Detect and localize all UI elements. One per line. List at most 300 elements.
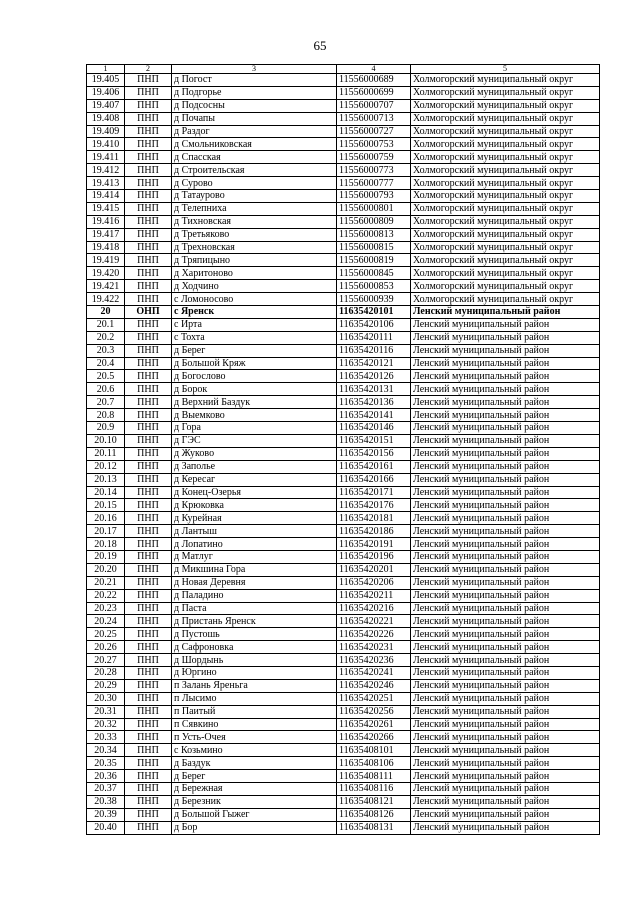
row-name-cell: д Харитоново bbox=[172, 267, 337, 280]
row-type-cell: ПНП bbox=[125, 396, 172, 409]
row-name-cell: д Гора bbox=[172, 422, 337, 435]
row-type-cell: ПНП bbox=[125, 318, 172, 331]
row-name-cell: д Строительская bbox=[172, 164, 337, 177]
row-code-cell: 11635420101 bbox=[337, 306, 411, 319]
row-number-cell: 20 bbox=[87, 306, 125, 319]
row-district-cell: Холмогорский муниципальный округ bbox=[411, 267, 600, 280]
row-code-cell: 11635420191 bbox=[337, 538, 411, 551]
table-row bbox=[87, 151, 600, 164]
table-row bbox=[87, 86, 600, 99]
row-number-cell: 20.2 bbox=[87, 331, 125, 344]
row-district-cell: Холмогорский муниципальный округ bbox=[411, 138, 600, 151]
table-row bbox=[87, 795, 600, 808]
row-name-cell: д Подсосны bbox=[172, 99, 337, 112]
row-name-cell: с Тохта bbox=[172, 331, 337, 344]
row-name-cell: п Паитый bbox=[172, 705, 337, 718]
row-code-cell: 11635408116 bbox=[337, 782, 411, 795]
row-name-cell: д Лантыш bbox=[172, 525, 337, 538]
row-code-cell: 11635408131 bbox=[337, 821, 411, 834]
row-code-cell: 11635420131 bbox=[337, 383, 411, 396]
row-number-cell: 19.415 bbox=[87, 202, 125, 215]
row-district-cell: Ленский муниципальный район bbox=[411, 383, 600, 396]
row-code-cell: 11635420256 bbox=[337, 705, 411, 718]
row-type-cell: ПНП bbox=[125, 112, 172, 125]
row-district-cell: Холмогорский муниципальный округ bbox=[411, 112, 600, 125]
row-district-cell: Ленский муниципальный район bbox=[411, 563, 600, 576]
row-type-cell: ПНП bbox=[125, 241, 172, 254]
row-type-cell: ПНП bbox=[125, 460, 172, 473]
row-type-cell: ПНП bbox=[125, 267, 172, 280]
row-name-cell: д Тихновская bbox=[172, 215, 337, 228]
row-name-cell: д Юргино bbox=[172, 666, 337, 679]
row-number-cell: 20.18 bbox=[87, 538, 125, 551]
row-type-cell: ПНП bbox=[125, 666, 172, 679]
row-name-cell: п Усть-Очея bbox=[172, 731, 337, 744]
row-number-cell: 19.421 bbox=[87, 280, 125, 293]
row-name-cell: д Конец-Озерья bbox=[172, 486, 337, 499]
row-code-cell: 11635420266 bbox=[337, 731, 411, 744]
row-name-cell: д Сурово bbox=[172, 177, 337, 190]
row-code-cell: 11635420166 bbox=[337, 473, 411, 486]
table-row bbox=[87, 473, 600, 486]
row-number-cell: 19.414 bbox=[87, 190, 125, 203]
table-row bbox=[87, 679, 600, 692]
table-row bbox=[87, 666, 600, 679]
row-code-cell: 11635408106 bbox=[337, 757, 411, 770]
table-row bbox=[87, 293, 600, 306]
row-number-cell: 20.7 bbox=[87, 396, 125, 409]
row-number-cell: 19.416 bbox=[87, 215, 125, 228]
row-number-cell: 20.40 bbox=[87, 821, 125, 834]
row-code-cell: 11556000939 bbox=[337, 293, 411, 306]
table-row bbox=[87, 125, 600, 138]
table-row bbox=[87, 164, 600, 177]
row-name-cell: д Татаурово bbox=[172, 190, 337, 203]
table-row bbox=[87, 434, 600, 447]
row-name-cell: д Третьяково bbox=[172, 228, 337, 241]
row-name-cell: д Берег bbox=[172, 344, 337, 357]
row-name-cell: д Берег bbox=[172, 770, 337, 783]
row-district-cell: Ленский муниципальный район bbox=[411, 705, 600, 718]
row-name-cell: д Почапы bbox=[172, 112, 337, 125]
row-type-cell: ПНП bbox=[125, 641, 172, 654]
row-number-cell: 20.22 bbox=[87, 589, 125, 602]
row-district-cell: Холмогорский муниципальный округ bbox=[411, 86, 600, 99]
row-code-cell: 11635408126 bbox=[337, 808, 411, 821]
row-district-cell: Ленский муниципальный район bbox=[411, 512, 600, 525]
row-name-cell: д Пустошь bbox=[172, 628, 337, 641]
row-number-cell: 20.32 bbox=[87, 718, 125, 731]
table-row bbox=[87, 344, 600, 357]
table-row bbox=[87, 190, 600, 203]
row-type-cell: ПНП bbox=[125, 473, 172, 486]
table-row bbox=[87, 576, 600, 589]
row-district-cell: Ленский муниципальный район bbox=[411, 679, 600, 692]
table-row bbox=[87, 654, 600, 667]
row-code-cell: 11556000845 bbox=[337, 267, 411, 280]
row-type-cell: ПНП bbox=[125, 589, 172, 602]
table-row bbox=[87, 525, 600, 538]
table-row bbox=[87, 228, 600, 241]
row-code-cell: 11635420141 bbox=[337, 409, 411, 422]
row-name-cell: д Смольниковская bbox=[172, 138, 337, 151]
row-district-cell: Ленский муниципальный район bbox=[411, 576, 600, 589]
row-code-cell: 11556000853 bbox=[337, 280, 411, 293]
table-row bbox=[87, 615, 600, 628]
row-district-cell: Ленский муниципальный район bbox=[411, 486, 600, 499]
table-row bbox=[87, 383, 600, 396]
row-number-cell: 20.39 bbox=[87, 808, 125, 821]
table-row bbox=[87, 306, 600, 319]
row-number-cell: 20.12 bbox=[87, 460, 125, 473]
row-type-cell: ПНП bbox=[125, 576, 172, 589]
row-number-cell: 20.9 bbox=[87, 422, 125, 435]
table-row bbox=[87, 396, 600, 409]
row-type-cell: ПНП bbox=[125, 293, 172, 306]
row-code-cell: 11635420231 bbox=[337, 641, 411, 654]
row-number-cell: 19.417 bbox=[87, 228, 125, 241]
row-type-cell: ПНП bbox=[125, 202, 172, 215]
table-row bbox=[87, 241, 600, 254]
table-row bbox=[87, 331, 600, 344]
row-type-cell: ПНП bbox=[125, 190, 172, 203]
row-district-cell: Ленский муниципальный район bbox=[411, 306, 600, 319]
table-row bbox=[87, 641, 600, 654]
table-row bbox=[87, 718, 600, 731]
row-code-cell: 11635420241 bbox=[337, 666, 411, 679]
row-number-cell: 20.28 bbox=[87, 666, 125, 679]
row-code-cell: 11556000759 bbox=[337, 151, 411, 164]
row-type-cell: ПНП bbox=[125, 357, 172, 370]
column-header-number: 1 bbox=[87, 65, 125, 74]
row-district-cell: Ленский муниципальный район bbox=[411, 731, 600, 744]
table-row bbox=[87, 550, 600, 563]
row-type-cell: ПНП bbox=[125, 86, 172, 99]
table-row bbox=[87, 692, 600, 705]
row-code-cell: 11556000815 bbox=[337, 241, 411, 254]
row-type-cell: ПНП bbox=[125, 228, 172, 241]
row-code-cell: 11556000699 bbox=[337, 86, 411, 99]
row-type-cell: ПНП bbox=[125, 512, 172, 525]
row-code-cell: 11556000777 bbox=[337, 177, 411, 190]
row-number-cell: 20.8 bbox=[87, 409, 125, 422]
row-type-cell: ПНП bbox=[125, 615, 172, 628]
row-type-cell: ПНП bbox=[125, 731, 172, 744]
row-type-cell: ПНП bbox=[125, 422, 172, 435]
row-code-cell: 11635420161 bbox=[337, 460, 411, 473]
row-number-cell: 19.413 bbox=[87, 177, 125, 190]
table-row bbox=[87, 744, 600, 757]
row-name-cell: д Сафроновка bbox=[172, 641, 337, 654]
table-row bbox=[87, 589, 600, 602]
row-number-cell: 20.4 bbox=[87, 357, 125, 370]
row-number-cell: 20.38 bbox=[87, 795, 125, 808]
row-number-cell: 19.418 bbox=[87, 241, 125, 254]
row-district-cell: Ленский муниципальный район bbox=[411, 422, 600, 435]
table-row bbox=[87, 254, 600, 267]
row-number-cell: 20.36 bbox=[87, 770, 125, 783]
row-number-cell: 20.26 bbox=[87, 641, 125, 654]
table-row bbox=[87, 74, 600, 87]
row-name-cell: д Бор bbox=[172, 821, 337, 834]
row-name-cell: д ГЭС bbox=[172, 434, 337, 447]
row-type-cell: ПНП bbox=[125, 280, 172, 293]
page-number: 65 bbox=[313, 38, 327, 53]
table-row bbox=[87, 280, 600, 293]
row-type-cell: ПНП bbox=[125, 525, 172, 538]
row-type-cell: ПНП bbox=[125, 486, 172, 499]
row-name-cell: д Подгорье bbox=[172, 86, 337, 99]
row-name-cell: д Богослово bbox=[172, 370, 337, 383]
row-code-cell: 11635408101 bbox=[337, 744, 411, 757]
row-district-cell: Ленский муниципальный район bbox=[411, 460, 600, 473]
row-district-cell: Ленский муниципальный район bbox=[411, 628, 600, 641]
table-row bbox=[87, 138, 600, 151]
table-row bbox=[87, 499, 600, 512]
row-code-cell: 11635420251 bbox=[337, 692, 411, 705]
row-district-cell: Ленский муниципальный район bbox=[411, 318, 600, 331]
row-type-cell: ПНП bbox=[125, 383, 172, 396]
row-district-cell: Ленский муниципальный район bbox=[411, 808, 600, 821]
row-name-cell: д Большой Гыжег bbox=[172, 808, 337, 821]
row-type-cell: ПНП bbox=[125, 628, 172, 641]
row-name-cell: с Яренск bbox=[172, 306, 337, 319]
row-district-cell: Холмогорский муниципальный округ bbox=[411, 241, 600, 254]
table-row bbox=[87, 422, 600, 435]
row-type-cell: ПНП bbox=[125, 770, 172, 783]
row-district-cell: Ленский муниципальный район bbox=[411, 770, 600, 783]
table-row bbox=[87, 821, 600, 834]
row-code-cell: 11556000713 bbox=[337, 112, 411, 125]
row-name-cell: д Погост bbox=[172, 74, 337, 87]
row-name-cell: п Залань Яреньга bbox=[172, 679, 337, 692]
row-number-cell: 19.405 bbox=[87, 74, 125, 87]
row-number-cell: 20.23 bbox=[87, 602, 125, 615]
row-type-cell: ПНП bbox=[125, 563, 172, 576]
row-number-cell: 20.30 bbox=[87, 692, 125, 705]
row-type-cell: ПНП bbox=[125, 370, 172, 383]
row-number-cell: 19.422 bbox=[87, 293, 125, 306]
row-name-cell: д Баздук bbox=[172, 757, 337, 770]
row-type-cell: ПНП bbox=[125, 151, 172, 164]
table-row bbox=[87, 782, 600, 795]
row-name-cell: д Матлуг bbox=[172, 550, 337, 563]
table-row bbox=[87, 731, 600, 744]
row-district-cell: Ленский муниципальный район bbox=[411, 370, 600, 383]
row-district-cell: Ленский муниципальный район bbox=[411, 357, 600, 370]
row-district-cell: Ленский муниципальный район bbox=[411, 589, 600, 602]
table-row bbox=[87, 177, 600, 190]
row-type-cell: ПНП bbox=[125, 821, 172, 834]
row-district-cell: Ленский муниципальный район bbox=[411, 718, 600, 731]
row-name-cell: д Жуково bbox=[172, 447, 337, 460]
row-number-cell: 20.14 bbox=[87, 486, 125, 499]
row-district-cell: Холмогорский муниципальный округ bbox=[411, 254, 600, 267]
row-number-cell: 20.31 bbox=[87, 705, 125, 718]
row-name-cell: д Паладино bbox=[172, 589, 337, 602]
row-code-cell: 11635420181 bbox=[337, 512, 411, 525]
row-name-cell: с Ломоносово bbox=[172, 293, 337, 306]
row-number-cell: 19.410 bbox=[87, 138, 125, 151]
row-number-cell: 20.16 bbox=[87, 512, 125, 525]
row-district-cell: Холмогорский муниципальный округ bbox=[411, 228, 600, 241]
column-header-code: 4 bbox=[337, 65, 411, 74]
row-district-cell: Ленский муниципальный район bbox=[411, 654, 600, 667]
row-name-cell: д Трехновская bbox=[172, 241, 337, 254]
row-number-cell: 19.409 bbox=[87, 125, 125, 138]
row-code-cell: 11635408121 bbox=[337, 795, 411, 808]
row-name-cell: д Заполье bbox=[172, 460, 337, 473]
row-district-cell: Холмогорский муниципальный округ bbox=[411, 99, 600, 112]
table-row bbox=[87, 538, 600, 551]
row-code-cell: 11556000753 bbox=[337, 138, 411, 151]
row-code-cell: 11635420116 bbox=[337, 344, 411, 357]
row-code-cell: 11635420216 bbox=[337, 602, 411, 615]
row-district-cell: Ленский муниципальный район bbox=[411, 331, 600, 344]
row-code-cell: 11635420226 bbox=[337, 628, 411, 641]
row-number-cell: 20.1 bbox=[87, 318, 125, 331]
row-district-cell: Ленский муниципальный район bbox=[411, 434, 600, 447]
row-type-cell: ПНП bbox=[125, 705, 172, 718]
row-code-cell: 11635420126 bbox=[337, 370, 411, 383]
row-number-cell: 20.15 bbox=[87, 499, 125, 512]
table-row bbox=[87, 112, 600, 125]
row-name-cell: п Сявкино bbox=[172, 718, 337, 731]
table-row bbox=[87, 318, 600, 331]
row-number-cell: 19.412 bbox=[87, 164, 125, 177]
row-name-cell: д Березник bbox=[172, 795, 337, 808]
row-number-cell: 20.13 bbox=[87, 473, 125, 486]
row-number-cell: 19.411 bbox=[87, 151, 125, 164]
column-header-name: 3 bbox=[172, 65, 337, 74]
row-number-cell: 20.10 bbox=[87, 434, 125, 447]
row-name-cell: д Бережная bbox=[172, 782, 337, 795]
row-number-cell: 20.17 bbox=[87, 525, 125, 538]
row-code-cell: 11635420136 bbox=[337, 396, 411, 409]
row-type-cell: ПНП bbox=[125, 679, 172, 692]
row-number-cell: 20.27 bbox=[87, 654, 125, 667]
row-number-cell: 20.24 bbox=[87, 615, 125, 628]
row-code-cell: 11635420236 bbox=[337, 654, 411, 667]
row-district-cell: Ленский муниципальный район bbox=[411, 344, 600, 357]
row-code-cell: 11635420206 bbox=[337, 576, 411, 589]
table-row bbox=[87, 705, 600, 718]
row-type-cell: ПНП bbox=[125, 331, 172, 344]
row-type-cell: ПНП bbox=[125, 744, 172, 757]
row-number-cell: 20.19 bbox=[87, 550, 125, 563]
table-row bbox=[87, 628, 600, 641]
row-district-cell: Холмогорский муниципальный округ bbox=[411, 164, 600, 177]
row-number-cell: 20.20 bbox=[87, 563, 125, 576]
row-district-cell: Ленский муниципальный район bbox=[411, 602, 600, 615]
row-number-cell: 20.35 bbox=[87, 757, 125, 770]
row-district-cell: Ленский муниципальный район bbox=[411, 409, 600, 422]
row-district-cell: Холмогорский муниципальный округ bbox=[411, 190, 600, 203]
row-name-cell: д Кересаг bbox=[172, 473, 337, 486]
row-name-cell: д Выемково bbox=[172, 409, 337, 422]
row-district-cell: Ленский муниципальный район bbox=[411, 744, 600, 757]
row-district-cell: Ленский муниципальный район bbox=[411, 821, 600, 834]
row-district-cell: Ленский муниципальный район bbox=[411, 525, 600, 538]
row-code-cell: 11635420201 bbox=[337, 563, 411, 576]
row-type-cell: ПНП bbox=[125, 215, 172, 228]
row-district-cell: Ленский муниципальный район bbox=[411, 396, 600, 409]
row-code-cell: 11635420211 bbox=[337, 589, 411, 602]
row-code-cell: 11556000813 bbox=[337, 228, 411, 241]
row-name-cell: с Козьмино bbox=[172, 744, 337, 757]
row-number-cell: 20.37 bbox=[87, 782, 125, 795]
row-district-cell: Ленский муниципальный район bbox=[411, 538, 600, 551]
row-name-cell: д Раздог bbox=[172, 125, 337, 138]
row-number-cell: 20.33 bbox=[87, 731, 125, 744]
row-code-cell: 11635420246 bbox=[337, 679, 411, 692]
row-district-cell: Ленский муниципальный район bbox=[411, 757, 600, 770]
row-district-cell: Холмогорский муниципальный округ bbox=[411, 125, 600, 138]
row-district-cell: Холмогорский муниципальный округ bbox=[411, 202, 600, 215]
table-row bbox=[87, 512, 600, 525]
row-number-cell: 19.408 bbox=[87, 112, 125, 125]
row-type-cell: ПНП bbox=[125, 499, 172, 512]
row-type-cell: ПНП bbox=[125, 447, 172, 460]
row-code-cell: 11635420261 bbox=[337, 718, 411, 731]
row-type-cell: ПНП bbox=[125, 757, 172, 770]
row-name-cell: с Ирта bbox=[172, 318, 337, 331]
row-code-cell: 11635420186 bbox=[337, 525, 411, 538]
row-type-cell: ПНП bbox=[125, 164, 172, 177]
row-code-cell: 11556000773 bbox=[337, 164, 411, 177]
row-name-cell: д Шордынь bbox=[172, 654, 337, 667]
row-code-cell: 11556000689 bbox=[337, 74, 411, 87]
row-district-cell: Холмогорский муниципальный округ bbox=[411, 177, 600, 190]
column-header-district: 5 bbox=[411, 65, 600, 74]
row-name-cell: д Крюковка bbox=[172, 499, 337, 512]
row-type-cell: ПНП bbox=[125, 692, 172, 705]
row-type-cell: ПНП bbox=[125, 602, 172, 615]
row-code-cell: 11635420146 bbox=[337, 422, 411, 435]
row-code-cell: 11635420106 bbox=[337, 318, 411, 331]
table-row bbox=[87, 215, 600, 228]
row-name-cell: д Пристань Яренск bbox=[172, 615, 337, 628]
row-district-cell: Холмогорский муниципальный округ bbox=[411, 215, 600, 228]
table-row bbox=[87, 99, 600, 112]
table-row bbox=[87, 808, 600, 821]
row-district-cell: Ленский муниципальный район bbox=[411, 447, 600, 460]
row-name-cell: д Тряпицыно bbox=[172, 254, 337, 267]
row-type-cell: ПНП bbox=[125, 409, 172, 422]
row-district-cell: Ленский муниципальный район bbox=[411, 782, 600, 795]
row-type-cell: ПНП bbox=[125, 654, 172, 667]
row-district-cell: Ленский муниципальный район bbox=[411, 641, 600, 654]
row-name-cell: д Курейная bbox=[172, 512, 337, 525]
row-district-cell: Ленский муниципальный район bbox=[411, 795, 600, 808]
row-district-cell: Ленский муниципальный район bbox=[411, 550, 600, 563]
table-row bbox=[87, 486, 600, 499]
row-type-cell: ПНП bbox=[125, 808, 172, 821]
row-number-cell: 20.29 bbox=[87, 679, 125, 692]
table-row bbox=[87, 370, 600, 383]
table-row bbox=[87, 563, 600, 576]
row-type-cell: ПНП bbox=[125, 138, 172, 151]
table-row bbox=[87, 202, 600, 215]
row-number-cell: 20.5 bbox=[87, 370, 125, 383]
table-row bbox=[87, 267, 600, 280]
row-code-cell: 11556000801 bbox=[337, 202, 411, 215]
row-name-cell: д Спасская bbox=[172, 151, 337, 164]
table-row bbox=[87, 770, 600, 783]
row-type-cell: ПНП bbox=[125, 344, 172, 357]
row-type-cell: ПНП bbox=[125, 782, 172, 795]
row-district-cell: Ленский муниципальный район bbox=[411, 615, 600, 628]
